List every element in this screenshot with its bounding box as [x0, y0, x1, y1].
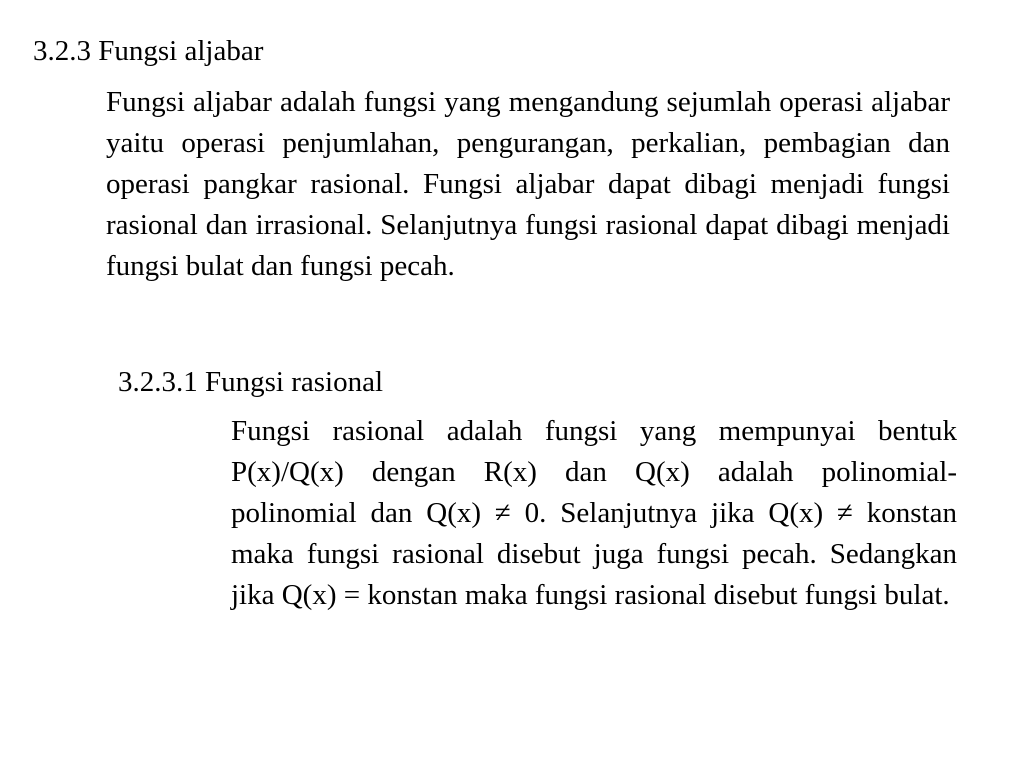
subsection-heading: 3.2.3.1 Fungsi rasional — [118, 366, 384, 398]
section-heading: 3.2.3 Fungsi aljabar — [33, 35, 264, 67]
section-paragraph: Fungsi aljabar adalah fungsi yang mengandung sejumlah operasi aljabar yaitu operasi penjumlahan, pengurangan, perkalian, pembagian dan operasi pangkar rasional. Fungsi aljabar dapat dibagi menjadi fungsi rasional dan irrasional. Selanjutnya fungsi rasional dapat dibagi menjadi fungsi bulat dan fungsi pecah. — [106, 86, 950, 282]
subsection-paragraph: Fungsi rasional adalah fungsi yang mempunyai bentuk P(x)/Q(x) dengan R(x) dan Q(x) adalah polinomial-polinomial dan Q(x) ≠ 0. Selanjutnya jika Q(x) ≠ konstan maka fungsi rasional disebut juga fungsi pecah. Sedangkan jika Q(x) = konstan maka fungsi rasional disebut fungsi bulat. — [231, 415, 957, 611]
